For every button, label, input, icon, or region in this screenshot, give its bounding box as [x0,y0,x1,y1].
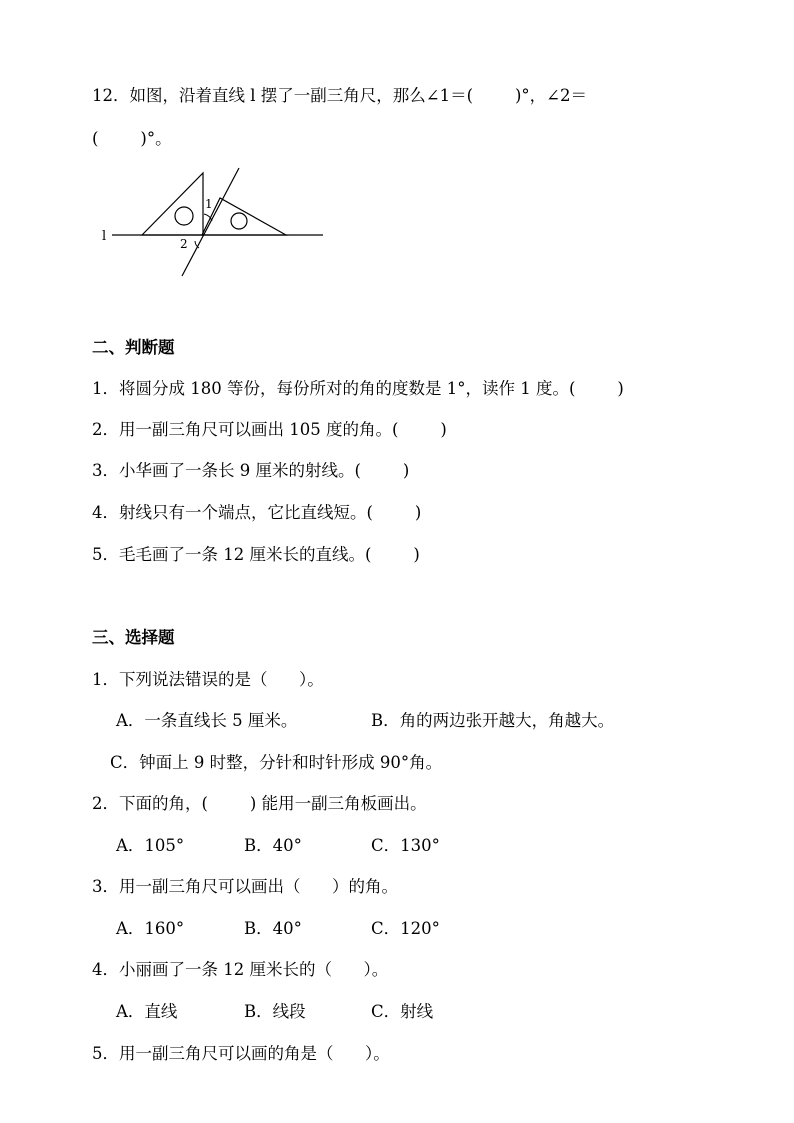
angle1-label: 1 [205,197,213,211]
choice-q1-stem: 1．下列说法错误的是（ ）。 [92,670,324,689]
choice-heading: 三、选择题 [92,628,175,647]
choice-q1-option-b: B．角的两边张开越大，角越大。 [371,711,615,730]
judge-item-2: 2．用一副三角尺可以画出 105 度的角。( ) [92,420,447,439]
choice-q2-option-a: A．105° [116,836,185,855]
left-triangle [142,173,203,235]
choice-q2-option-b: B．40° [244,836,302,855]
choice-q3-option-b: B．40° [244,919,302,938]
judge-heading: 二、判断题 [92,338,175,357]
right-triangle-hole [231,213,247,229]
choice-q4-stem: 4．小丽画了一条 12 厘米长的（ ）。 [92,960,389,979]
choice-q2-stem: 2．下面的角，( ) 能用一副三角板画出。 [92,794,427,813]
right-triangle [202,198,286,235]
choice-q3-stem: 3．用一副三角尺可以画出（ ）的角。 [92,877,398,896]
q12-line1: 12．如图，沿着直线 l 摆了一副三角尺，那么∠1＝( )°，∠2＝ [92,86,587,105]
judge-item-4: 4．射线只有一个端点，它比直线短。( ) [92,503,422,522]
choice-q1-option-c: C．钟面上 9 时整，分针和时针形成 90°角。 [110,753,443,772]
choice-q1-option-a: A．一条直线长 5 厘米。 [116,711,298,730]
left-triangle-hole [175,207,193,225]
choice-q3-option-c: C．120° [371,919,440,938]
triangle-ruler-figure [98,163,328,283]
choice-q4-option-a: A．直线 [116,1002,178,1021]
choice-q2-option-c: C．130° [371,836,440,855]
choice-q5-stem: 5．用一副三角尺可以画的角是（ ）。 [92,1044,390,1063]
choice-q3-option-a: A．160° [116,919,185,938]
choice-q4-option-c: C．射线 [371,1002,434,1021]
q12-line2: ( )°。 [92,129,172,148]
judge-item-5: 5．毛毛画了一条 12 厘米长的直线。( ) [92,545,420,564]
line-l-label: l [102,229,107,244]
judge-item-3: 3．小华画了一条长 9 厘米的射线。( ) [92,461,410,480]
choice-q4-option-b: B．线段 [244,1002,306,1021]
angle2-label: 2 [180,237,188,251]
judge-item-1: 1．将圆分成 180 等份，每份所对的角的度数是 1°，读作 1 度。( ) [92,379,624,398]
